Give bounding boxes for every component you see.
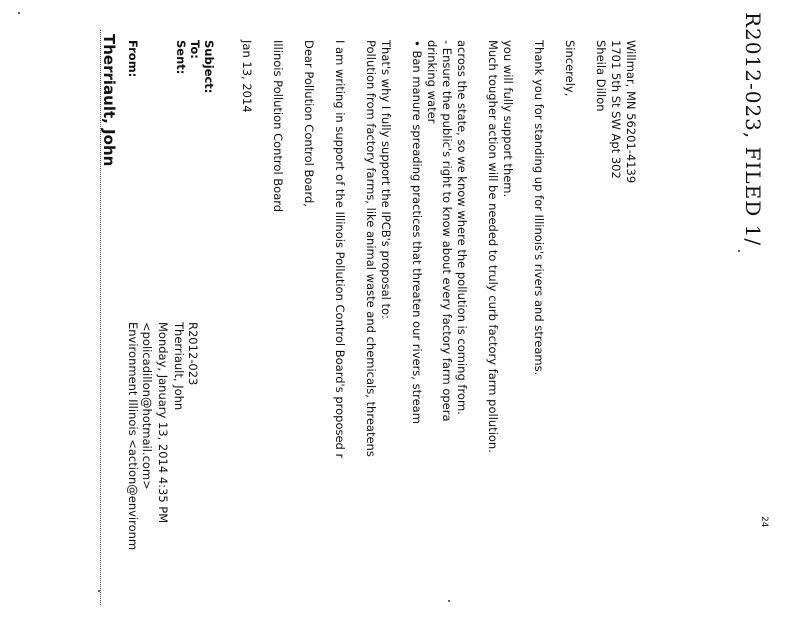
paragraph-2-line-2: That's why I fully support the IPCB's proposal to: (379, 40, 393, 319)
scan-speck (448, 600, 450, 602)
bullet-2-line-1: - Ensure the public's right to know about every factory farm opera (440, 40, 454, 422)
signature-address-1: 1701 5th St SW Apt 302 (609, 40, 623, 179)
paragraph-4: Thank you for standing up for Illinois's rivers and streams. (532, 40, 546, 376)
paragraph-2-line-1: Pollution from factory farms, like animal waste and chemicals, threatens (364, 40, 378, 457)
subject-value: R2012-023 (186, 322, 200, 386)
bullet-1-line-2: drinking water (425, 40, 439, 124)
subject-label: Subject: (202, 40, 216, 94)
paragraph-1: I am writing in support of the Illinois Pollution Control Board's proposed r (333, 40, 347, 459)
recipient: Illinois Pollution Control Board (271, 40, 285, 213)
scan-speck (18, 12, 20, 14)
to-label: To: (188, 40, 202, 59)
bullet-1-line-1: • Ban manure spreading practices that threaten our rivers, stream (410, 40, 424, 424)
scan-speck (98, 590, 100, 592)
sent-label: Sent: (174, 40, 188, 75)
filing-stamp: R2012-023, FILED 1/ (741, 12, 765, 247)
letter-date: Jan 13, 2014 (240, 40, 254, 113)
scan-speck (738, 250, 740, 252)
sent-value: Monday, January 13, 2014 4:35 PM (156, 322, 170, 524)
salutation: Dear Pollution Control Board, (302, 40, 316, 207)
header-rule (100, 30, 101, 605)
from-label: From: (126, 40, 140, 78)
signature-name: Sheila Dillon (594, 40, 608, 112)
paragraph-3-line-2: you will fully support them. (501, 40, 515, 198)
from-email: <policadillon@hotmail.com> (140, 322, 154, 490)
from-value: Environment Illinois <action@environm (126, 322, 140, 551)
to-value: Therriault, John (172, 322, 186, 411)
bullet-2-line-2: across the state, so we know where the pollution is coming from. (455, 40, 469, 415)
closing: Sincerely, (563, 40, 577, 97)
paragraph-3-line-1: Much tougher action will be needed to truly curb factory farm pollution. (486, 40, 500, 453)
signature-address-2: Willmar, MN 56201-4139 (624, 40, 638, 184)
page-number: 24 (759, 516, 769, 528)
sender-name: Therriault, John (100, 34, 118, 167)
